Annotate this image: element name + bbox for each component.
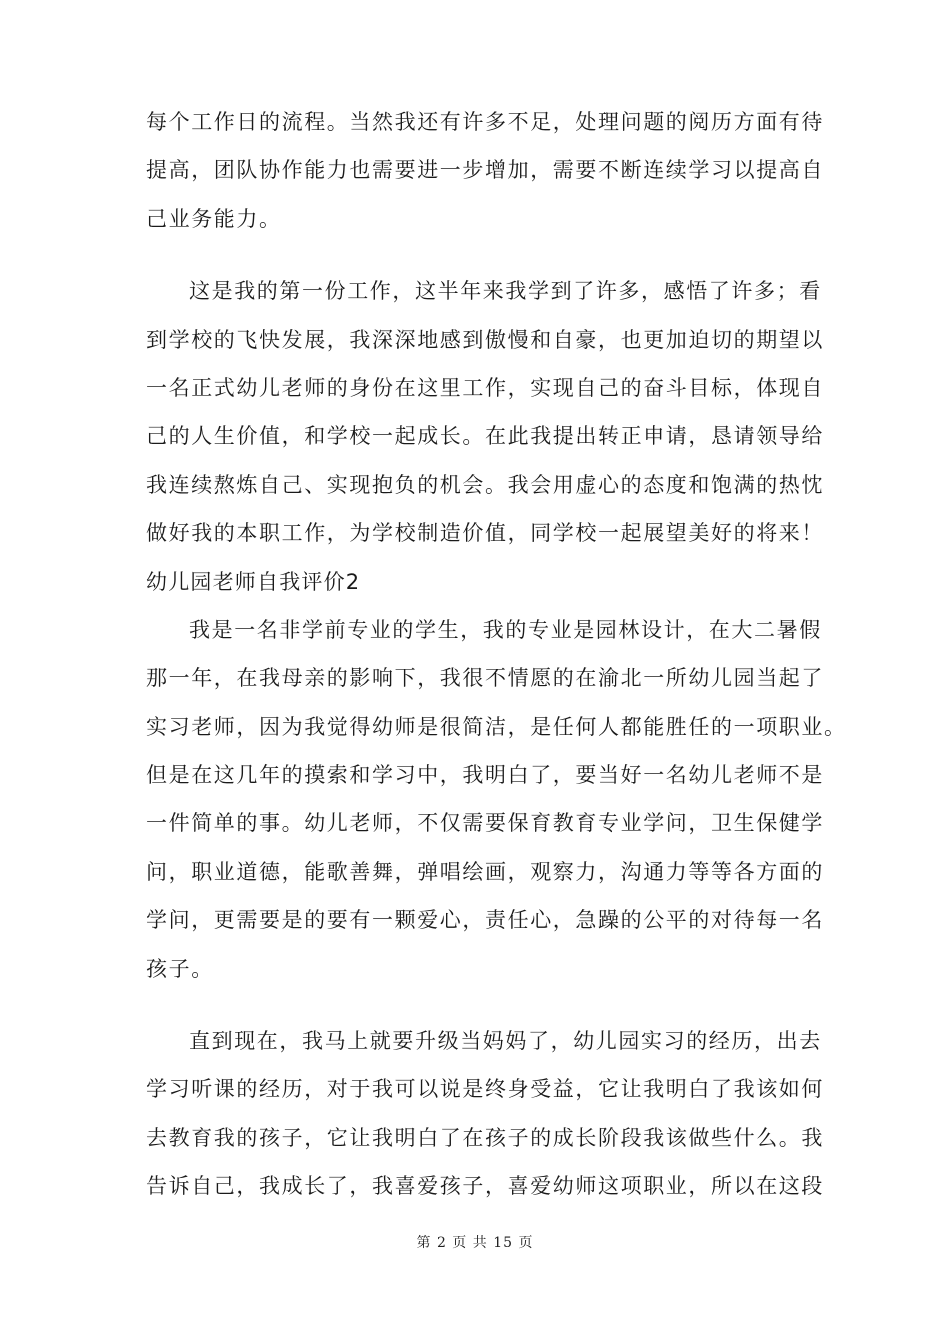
text-line: 但是在这几年的摸索和学习中，我明白了，要当好一名幼儿老师不是	[146, 763, 824, 788]
text-line: 提高，团队协作能力也需要进一步增加，需要不断连续学习以提高自	[146, 158, 824, 183]
text-line: 学习听课的经历，对于我可以说是终身受益，它让我明白了我该如何	[146, 1077, 824, 1102]
text-line: 孩子。	[146, 956, 214, 981]
text-line: 这是我的第一份工作，这半年来我学到了许多，感悟了许多；看	[189, 279, 822, 304]
page-number-footer: 第 2 页 共 15 页	[416, 1235, 534, 1251]
text-line: 一名正式幼儿老师的身份在这里工作，实现自己的奋斗目标，体现自	[146, 375, 824, 400]
text-line: 实习老师，因为我觉得幼师是很简洁，是任何人都能胜任的一项职业。	[146, 714, 847, 739]
paragraph-2	[146, 267, 822, 557]
text-line: 一件简单的事。幼儿老师，不仅需要保育教育专业学问，卫生保健学	[146, 811, 824, 836]
text-line: 告诉自己，我成长了，我喜爱孩子，喜爱幼师这项职业，所以在这段	[146, 1174, 824, 1199]
paragraph-spacer	[146, 993, 822, 1017]
text-line: 做好我的本职工作，为学校制造价值，同学校一起展望美好的将来！	[146, 521, 824, 546]
text-line: 我是一名非学前专业的学生，我的专业是园林设计，在大二暑假	[189, 617, 822, 642]
paragraph-1	[146, 98, 822, 243]
text-line: 我连续熬炼自己、实现抱负的机会。我会用虚心的态度和饱满的热忱	[146, 472, 824, 497]
paragraph-3	[146, 606, 847, 993]
text-line: 问，职业道德，能歌善舞，弹唱绘画，观察力，沟通力等等各方面的	[146, 859, 824, 884]
text-line: 己的人生价值，和学校一起成长。在此我提出转正申请，恳请领导给	[146, 424, 824, 449]
text-line: 学问，更需要是的要有一颗爱心，责任心，急躁的公平的对待每一名	[146, 908, 824, 933]
paragraph-spacer	[146, 243, 822, 267]
section-heading: 幼儿园老师自我评价2	[146, 569, 361, 594]
text-line: 那一年，在我母亲的影响下，我很不情愿的在渝北一所幼儿园当起了	[146, 666, 824, 691]
text-line: 去教育我的孩子，它让我明白了在孩子的成长阶段我该做些什么。我	[146, 1125, 824, 1150]
text-line: 己业务能力。	[146, 206, 282, 231]
paragraph-4	[146, 1017, 822, 1211]
text-line: 直到现在，我马上就要升级当妈妈了，幼儿园实习的经历，出去	[189, 1029, 822, 1054]
document-body	[146, 98, 847, 1211]
text-line: 到学校的飞快发展，我深深地感到傲慢和自豪，也更加迫切的期望以	[146, 327, 824, 352]
text-line: 每个工作日的流程。当然我还有许多不足，处理问题的阅历方面有待	[146, 110, 824, 134]
